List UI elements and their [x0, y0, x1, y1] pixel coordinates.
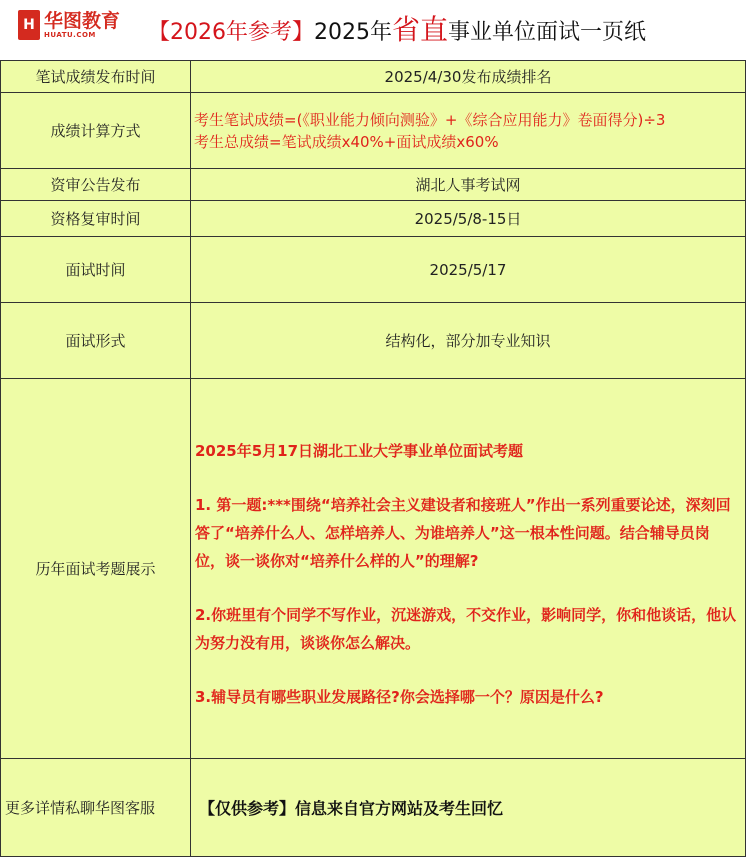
- title-prefix: 【2026年参考】: [148, 20, 314, 45]
- value-interview-form: 结构化，部分加专业知识: [191, 303, 746, 379]
- page-title: [148, 14, 646, 49]
- questions-heading: 2025年5月17日湖北工业大学事业单位面试考题: [195, 442, 524, 460]
- calc-line-1: 考生笔试成绩=(《职业能力倾向测验》+《综合应用能力》卷面得分)÷3: [194, 110, 666, 129]
- value-more: 【仅供参考】信息来自官方网站及考生回忆: [191, 759, 746, 857]
- logo-mark-icon: H: [18, 10, 40, 40]
- label-review-notice: 资审公告发布: [1, 169, 191, 201]
- logo-url: HUATU.COM: [44, 30, 96, 39]
- row-interview-form: [1, 303, 746, 379]
- title-highlight: 省直: [392, 13, 449, 46]
- value-review-time: 2025/5/8-15日: [191, 201, 746, 237]
- question-3: 3.辅导员有哪些职业发展路径?你会选择哪一个？原因是什么?: [195, 688, 604, 706]
- label-more: 更多详情私聊华图客服: [1, 759, 191, 857]
- label-result-time: 笔试成绩发布时间: [1, 61, 191, 93]
- row-more: [1, 759, 746, 857]
- logo-text: [44, 11, 120, 40]
- row-interview-time: [1, 237, 746, 303]
- value-review-notice: 湖北人事考试网: [191, 169, 746, 201]
- label-interview-form: 面试形式: [1, 303, 191, 379]
- value-interview-time: 2025/5/17: [191, 237, 746, 303]
- row-result-time: [1, 61, 746, 93]
- logo-name: 华图教育: [44, 9, 121, 32]
- value-calc: [191, 93, 746, 169]
- question-1: 1. 第一题:***围绕“培养社会主义建设者和接班人”作出一系列重要论述，深刻回答了“培养什么人、怎样培养人、为谁培养人”这一根本性问题。结合辅导员岗位，谈一谈你对“培养什么样的人”的理解?: [195, 496, 731, 570]
- row-calc: [1, 93, 746, 169]
- label-past-questions: 历年面试考题展示: [1, 379, 191, 759]
- row-past-questions: [1, 379, 746, 759]
- calc-line-2: 考生总成绩=笔试成绩x40%+面试成绩x60%: [194, 132, 499, 151]
- title-suffix: 事业单位面试一页纸: [448, 20, 647, 45]
- info-table: [0, 60, 746, 857]
- huatu-logo: [18, 10, 120, 40]
- value-result-time: 2025/4/30发布成绩排名: [191, 61, 746, 93]
- question-2: 2.你班里有个同学不写作业，沉迷游戏，不交作业，影响同学，你和他谈话，他认为努力没有用，谈谈你怎么解决。: [195, 606, 737, 652]
- label-calc: 成绩计算方式: [1, 93, 191, 169]
- row-review-notice: [1, 169, 746, 201]
- row-review-time: [1, 201, 746, 237]
- value-past-questions: [191, 379, 746, 759]
- label-interview-time: 面试时间: [1, 237, 191, 303]
- page-header: [0, 0, 746, 60]
- label-review-time: 资格复审时间: [1, 201, 191, 237]
- title-mid: 2025年: [314, 20, 392, 45]
